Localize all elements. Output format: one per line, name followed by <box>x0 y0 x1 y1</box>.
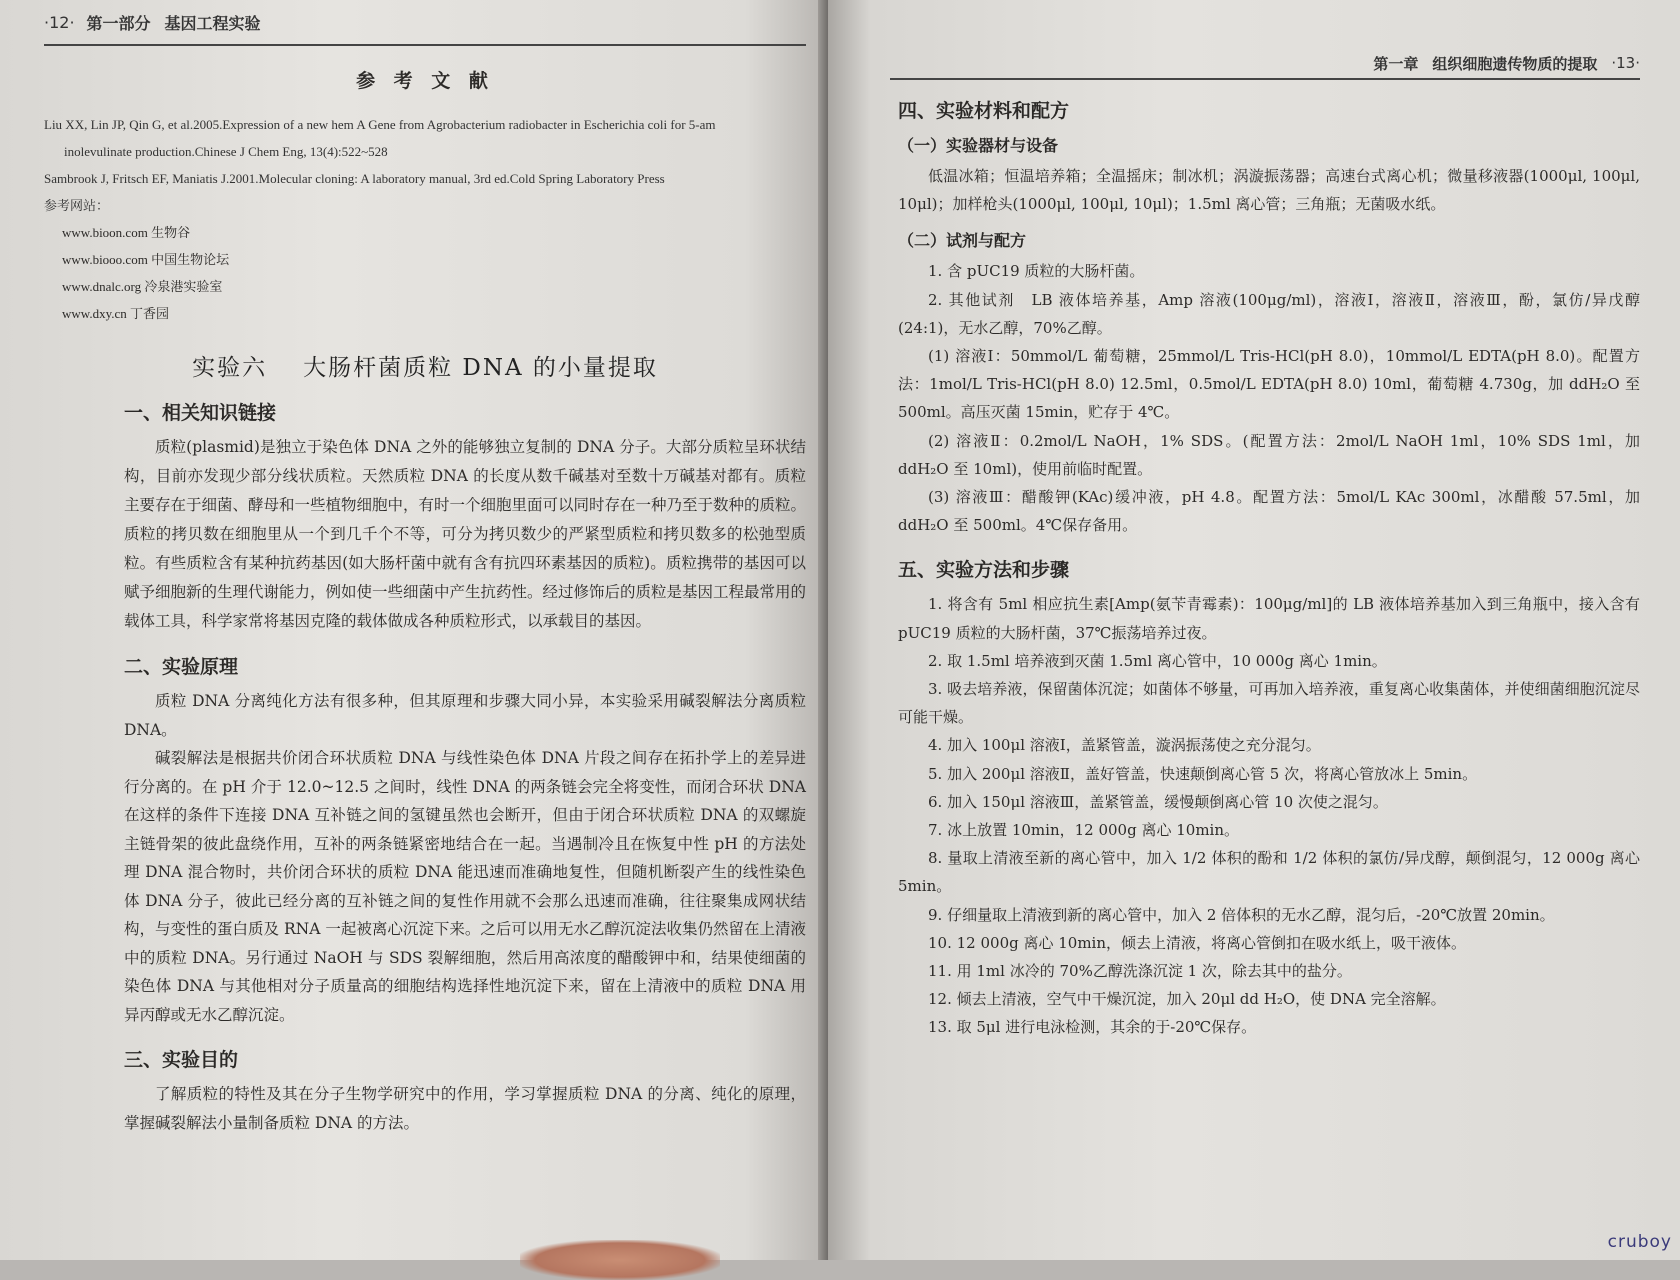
experiment-title <box>44 349 806 382</box>
procedure-step: 3. 吸去培养液，保留菌体沉淀；如菌体不够量，可再加入培养液，重复离心收集菌体，并使细菌细胞沉淀尽可能干燥。 <box>898 680 1640 727</box>
left-part-label: 第一部分 <box>86 13 151 33</box>
website-item: www.biooo.com 中国生物论坛 <box>62 252 230 267</box>
procedure-step: 5. 加入 200μl 溶液Ⅱ，盖好管盖，快速颠倒离心管 5 次，将离心管放冰上 5min。 <box>928 764 1478 783</box>
reference-item <box>44 165 806 192</box>
reagent-item: 1. 含 pUC19 质粒的大肠杆菌。 <box>928 262 1145 281</box>
website-item: www.dnalc.org 冷泉港实验室 <box>62 279 223 294</box>
section-heading: 三、实验目的 <box>124 1049 239 1071</box>
procedure-step: 10. 12 000g 离心 10min，倾去上清液，将离心管倒扣在吸水纸上，吸干液体。 <box>928 933 1467 952</box>
right-page-body <box>890 96 1640 1042</box>
reagent-item: (3) 溶液Ⅲ：醋酸钾(KAc)缓冲液，pH 4.8。配置方法：5mol/L KAc 300ml，冰醋酸 57.5ml，加 ddH₂O 至 500ml。4℃保存备用。 <box>898 488 1640 535</box>
section-heading: 五、实验方法和步骤 <box>898 559 1070 582</box>
reagent-item: (1) 溶液Ⅰ：50mmol/L 葡萄糖，25mmol/L Tris-HCl(pH 8.0)，10mmol/L EDTA(pH 8.0)。配置方法：1mol/L Tris-HCl(pH 8.0) 12.5ml，0.5mol/L EDTA(pH 8.0) 10ml，葡萄糖 4.730g，加 ddH₂O 至 500ml。高压灭菌 15min，贮存于 4℃。 <box>898 347 1640 422</box>
section-paragraph: 了解质粒的特性及其在分子生物学研究中的作用，学习掌握质粒 DNA 的分离、纯化的原理，掌握碱裂解法小量制备质粒 DNA 的方法。 <box>124 1085 806 1132</box>
left-part-title: 基因工程实验 <box>164 13 261 33</box>
section-heading: 一、相关知识链接 <box>124 402 277 424</box>
procedure-step: 7. 冰上放置 10min，12 000g 离心 10min。 <box>928 821 1240 840</box>
thumb-shadow <box>520 1240 720 1280</box>
section-heading: 四、实验材料和配方 <box>898 100 1070 122</box>
procedure-step: 9. 仔细量取上清液到新的离心管中，加入 2 倍体积的无水乙醇，混匀后，-20℃放置 20min。 <box>928 905 1555 924</box>
website-item: www.dxy.cn 丁香园 <box>62 306 169 321</box>
procedure-step: 2. 取 1.5ml 培养液到灭菌 1.5ml 离心管中，10 000g 离心 1min。 <box>928 651 1387 670</box>
left-running-head <box>44 0 806 46</box>
procedure-step: 13. 取 5μl 进行电泳检测，其余的于-20℃保存。 <box>928 1018 1257 1037</box>
section-heading: 二、实验原理 <box>124 656 239 678</box>
right-chapter-title: 组织细胞遗传物质的提取 <box>1432 54 1598 73</box>
procedure-step: 12. 倾去上清液，空气中干燥沉淀，加入 20μl dd H₂O，使 DNA 完全溶解。 <box>928 990 1446 1009</box>
references-title: 参 考 文 献 <box>356 70 494 92</box>
websites-label: 参考网站： <box>44 198 110 213</box>
subsection-heading: （一）实验器材与设备 <box>898 136 1059 155</box>
watermark: cruboy <box>1607 1232 1672 1252</box>
section-paragraph: 质粒 DNA 分离纯化方法有很多种，但其原理和步骤大同小异，本实验采用碱裂解法分离质粒 DNA。 <box>124 692 806 739</box>
subsection-heading: （二）试剂与配方 <box>898 231 1027 251</box>
left-page-number: ·12· <box>44 12 75 32</box>
experiment-number: 实验六 <box>192 355 268 381</box>
procedure-step: 1. 将含有 5ml 相应抗生素[Amp(氨苄青霉素)：100μg/ml]的 LB 液体培养基加入到三角瓶中，接入含有 pUC19 质粒的大肠杆菌，37℃振荡培养过夜。 <box>898 595 1640 642</box>
reference-line: Liu XX, Lin JP, Qin G, et al.2005.Expression of a new hem A Gene from Agrobacterium radiobacter in Escherichia coli for 5-am <box>44 117 716 132</box>
procedure-step: 8. 量取上清液至新的离心管中，加入 1/2 体积的酚和 1/2 体积的氯仿/异戊醇，颠倒混匀，12 000g 离心 5min。 <box>898 849 1640 896</box>
procedure-step: 11. 用 1ml 冰冷的 70%乙醇洗涤沉淀 1 次，除去其中的盐分。 <box>928 962 1352 981</box>
reagent-item: 2. 其他试剂 LB 液体培养基，Amp 溶液(100μg/ml)，溶液Ⅰ，溶液Ⅱ，溶液Ⅲ，酚，氯仿/异戊醇(24:1)，无水乙醇，70%乙醇。 <box>898 290 1640 337</box>
procedure-step: 4. 加入 100μl 溶液Ⅰ，盖紧管盖，漩涡振荡使之充分混匀。 <box>928 736 1321 755</box>
left-page <box>0 0 828 1260</box>
experiment-name: 大肠杆菌质粒 DNA 的小量提取 <box>303 355 658 381</box>
section-paragraph: 碱裂解法是根据共价闭合环状质粒 DNA 与线性染色体 DNA 片段之间存在拓扑学上的差异进行分离的。在 pH 介于 12.0~12.5 之间时，线性 DNA 的两条链会完全将变性，而闭合环状 DNA 在这样的条件下连接 DNA 互补链之间的氢键虽然也会断开，但由于闭合环状质粒 DNA 的双螺旋主链骨架的彼此盘绕作用，互补的两条链紧密地结合在一起。当遇制冷且在恢复中性 pH 的方法处理 DNA 混合物时，共价闭合环状的质粒 DNA 能迅速而准确地复性，但随机断裂产生的线性染色体 DNA 分子，彼此已经分离的互补链之间的复性作用就不会那么迅速而准确，往往聚集成网状结构，与变性的蛋白质及 RNA 一起被离心沉淀下来。之后可以用无水乙醇沉淀法收集仍然留在上清液中的质粒 DNA。另行通过 NaOH 与 SDS 裂解细胞，然后用高浓度的醋酸钾中和，结果使细菌的染色体 DNA 与其他相对分子质量高的细胞结构选择性地沉淀下来，留在上清液中的质粒 DNA 用异丙醇或无水乙醇沉淀。 <box>124 749 806 1024</box>
reference-line: inolevulinate production.Chinese J Chem Eng, 13(4):522~528 <box>64 144 388 159</box>
procedure-step: 6. 加入 150μl 溶液Ⅲ，盖紧管盖，缓慢颠倒离心管 10 次使之混匀。 <box>928 792 1388 811</box>
equipment-paragraph: 低温冰箱；恒温培养箱；全温摇床；制冰机；涡漩振荡器；高速台式离心机；微量移液器(1000μl, 100μl, 10μl)；加样枪头(1000μl, 100μl, 10μl)；1.5ml 离心管；三角瓶；无菌吸水纸。 <box>898 167 1640 214</box>
reference-line: Sambrook J, Fritsch EF, Maniatis J.2001.Molecular cloning: A laboratory manual, 3rd ed.Cold Spring Laboratory Press <box>44 171 665 186</box>
website-item: www.bioon.com 生物谷 <box>62 225 191 240</box>
right-page-number: ·13· <box>1611 54 1640 72</box>
right-page <box>828 0 1680 1260</box>
right-running-head <box>890 48 1640 80</box>
reference-item <box>44 111 806 165</box>
reagent-item: (2) 溶液Ⅱ：0.2mol/L NaOH，1% SDS。(配置方法：2mol/L NaOH 1ml，10% SDS 1ml，加 ddH₂O 至 10ml)，使用前临时配置。 <box>898 431 1640 478</box>
right-chapter-label: 第一章 <box>1373 54 1419 73</box>
section-paragraph: 质粒(plasmid)是独立于染色体 DNA 之外的能够独立复制的 DNA 分子。大部分质粒呈环状结构，目前亦发现少部分线状质粒。天然质粒 DNA 的长度从数千碱基对至数十万碱基对都有。质粒主要存在于细菌、酵母和一些植物细胞中，有时一个细胞里面可以同时存在一种乃至于数种的质粒。质粒的拷贝数在细胞里从一个到几千个不等，可分为拷贝数少的严紧型质粒和拷贝数多的松弛型质粒。有些质粒含有某种抗药基因(如大肠杆菌中就有含有抗四环素基因的质粒)。质粒携带的基因可以赋予细胞新的生理代谢能力，例如使一些细菌中产生抗药性。经过修饰后的质粒是基因工程最常用的载体工具，科学家常将基因克隆的载体做成各种质粒形式，以承载目的基因。 <box>124 438 807 630</box>
